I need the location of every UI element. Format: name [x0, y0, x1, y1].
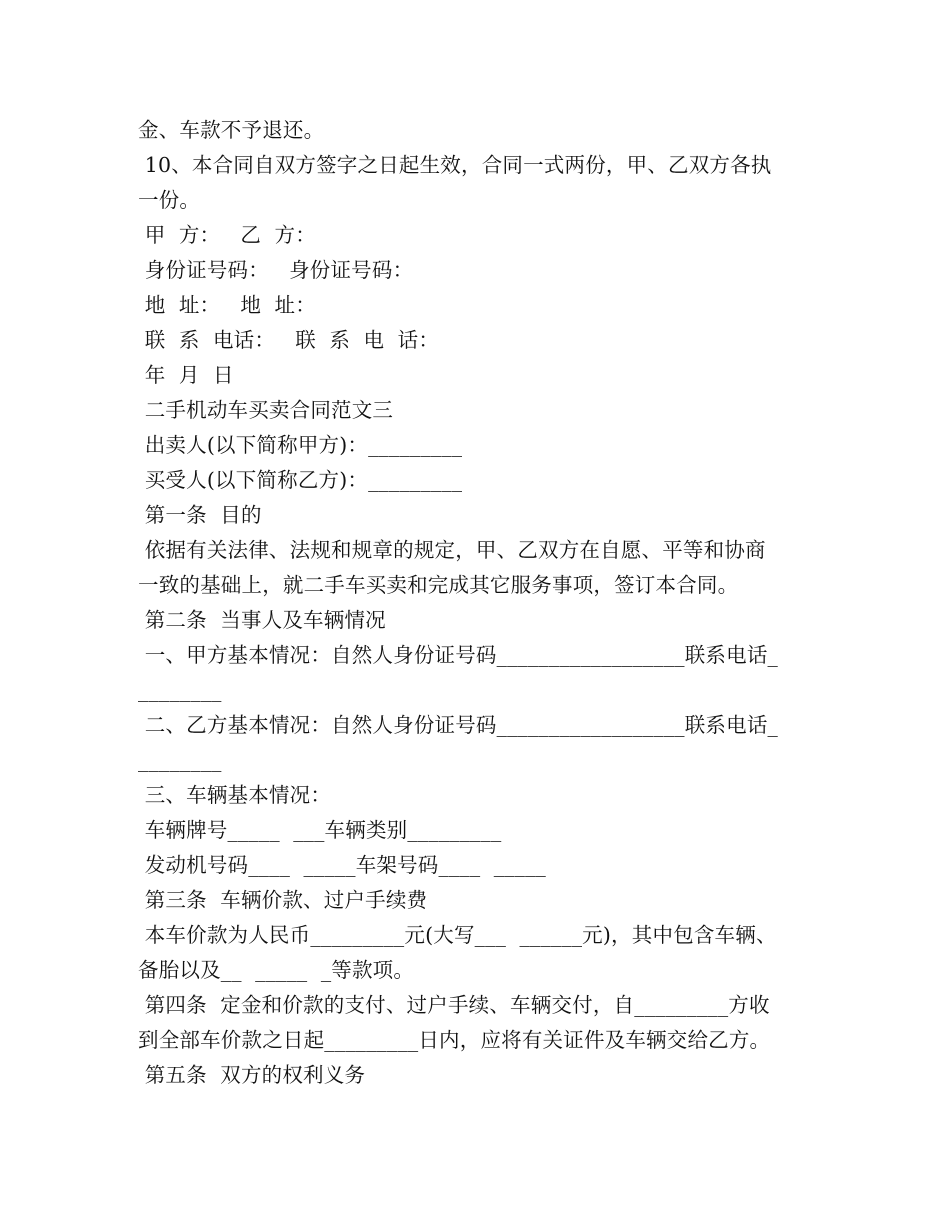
text-line: ________: [138, 748, 222, 772]
text-line: 二、乙方基本情况：自然人身份证号码__________________联系电话_: [138, 713, 778, 737]
text-line: ________: [138, 678, 222, 702]
text-line: 备胎以及__ _____ _等款项。: [138, 958, 415, 982]
article-heading: 第五条 双方的权利义务: [138, 1063, 366, 1087]
text-line: 依据有关法律、法规和规章的规定，甲、乙双方在自愿、平等和协商: [138, 538, 766, 562]
text-line: 一致的基础上，就二手车买卖和完成其它服务事项，签订本合同。: [138, 573, 739, 597]
text-line: 一份。: [138, 188, 201, 212]
text-line: 10、本合同自双方签字之日起生效，合同一式两份，甲、乙双方各执: [138, 153, 772, 177]
article-heading: 第二条 当事人及车辆情况: [138, 608, 386, 632]
text-line: 到全部车价款之日起_________日内，应将有关证件及车辆交给乙方。: [138, 1028, 771, 1052]
text-line: 第四条 定金和价款的支付、过户手续、车辆交付，自_________方收: [138, 993, 770, 1017]
article-heading: 第一条 目的: [138, 503, 262, 527]
contract-page: [138, 113, 818, 1093]
section-heading: 二手机动车买卖合同范文三: [138, 398, 394, 422]
text-line: 车辆牌号_____ ___车辆类别_________: [138, 818, 502, 842]
text-line: 本车价款为人民币_________元(大写___ ______元)，其中包含车辆、: [138, 923, 777, 947]
article-heading: 第三条 车辆价款、过户手续费: [138, 888, 428, 912]
text-line: 联 系 电话： 联 系 电 话：: [138, 328, 440, 352]
text-line: 发动机号码____ _____车架号码____ _____: [138, 853, 546, 877]
text-line: 出卖人(以下简称甲方)：_________: [138, 433, 463, 457]
text-line: 买受人(以下简称乙方)：_________: [138, 468, 463, 492]
text-line: 身份证号码： 身份证号码：: [138, 258, 414, 282]
text-line: 年 月 日: [138, 363, 234, 387]
text-line: 甲 方： 乙 方：: [138, 223, 316, 247]
text-line: 地 址： 地 址：: [138, 293, 316, 317]
text-line: 金、车款不予退还。: [138, 118, 325, 142]
text-line: 三、车辆基本情况：: [138, 783, 332, 807]
text-line: 一、甲方基本情况：自然人身份证号码__________________联系电话_: [138, 643, 778, 667]
